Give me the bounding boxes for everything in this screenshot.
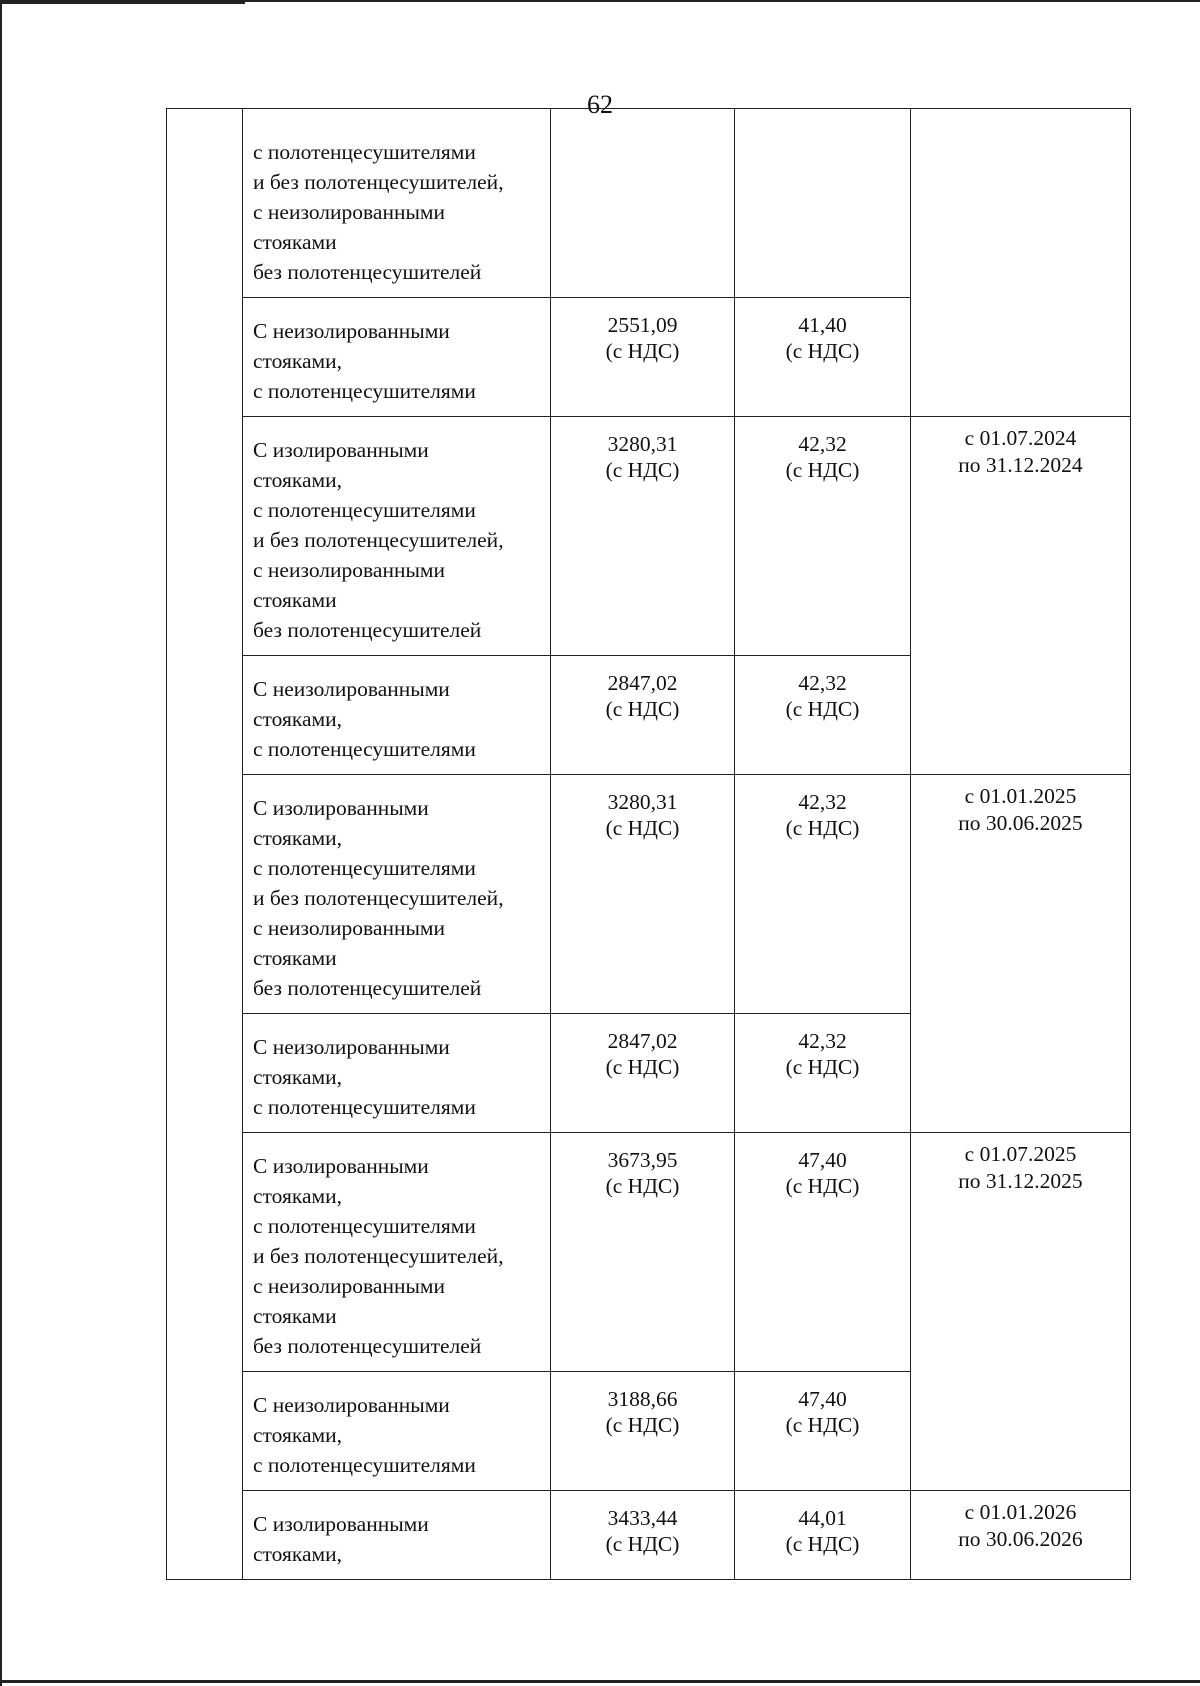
volume-value: 42,32 [798,671,847,695]
price-value: 2847,02 [607,1029,678,1053]
description-line: с неизолированными [253,1274,446,1298]
description-line: без полотенцесушителей [253,260,482,284]
price-cell [551,417,735,656]
table-row [167,1133,1131,1372]
period-cell [911,1491,1131,1580]
description-line: с полотенцесушителями [253,1453,476,1477]
description-cell [243,656,551,775]
table-row [167,1491,1131,1580]
volume-vat-note: (с НДС) [785,1532,860,1556]
volume-cell [735,1372,911,1491]
period-end: по 31.12.2024 [958,453,1083,477]
price-vat-note: (с НДС) [605,1055,680,1079]
description-line: стояками, [253,1423,343,1447]
description-line: С неизолированными [253,319,450,343]
description-cell [243,298,551,417]
volume-vat-note: (с НДС) [785,339,860,363]
price-value: 3188,66 [607,1387,678,1411]
description-line: стояками, [253,1065,343,1089]
period-end: по 30.06.2025 [958,811,1083,835]
description-line: с полотенцесушителями [253,856,476,880]
price-cell [551,109,735,298]
description-line: стояками [253,946,337,970]
description-cell [243,1491,551,1580]
description-line: С изолированными [253,1512,429,1536]
volume-value: 47,40 [798,1148,847,1172]
period-cell [911,109,1131,417]
price-cell [551,1133,735,1372]
period-start: с 01.01.2025 [964,784,1077,808]
description-line: и без полотенцесушителей, [253,886,504,910]
volume-cell [735,656,911,775]
description-line: С неизолированными [253,1393,450,1417]
scan-edge-left [0,0,2,1686]
description-line: С изолированными [253,438,429,462]
description-line: стояками, [253,349,343,373]
scan-edge-top-left [0,0,245,4]
price-cell [551,1491,735,1580]
period-cell [911,775,1131,1133]
description-line: с полотенцесушителями [253,498,476,522]
price-value: 3280,31 [607,432,678,456]
description-line: с полотенцесушителями [253,1095,476,1119]
price-vat-note: (с НДС) [605,1413,680,1437]
volume-cell [735,1491,911,1580]
price-cell [551,656,735,775]
volume-cell [735,417,911,656]
description-line: стояками [253,1304,337,1328]
description-line: стояками, [253,1542,343,1566]
price-vat-note: (с НДС) [605,1532,680,1556]
volume-cell [735,1133,911,1372]
price-cell [551,1372,735,1491]
description-line: и без полотенцесушителей, [253,528,504,552]
row-number-cell [167,109,243,1580]
price-cell [551,775,735,1014]
description-line: с полотенцесушителями [253,379,476,403]
description-line: стояками, [253,826,343,850]
description-line: с неизолированными [253,558,446,582]
period-start: с 01.01.2026 [964,1500,1077,1524]
volume-vat-note: (с НДС) [785,816,860,840]
description-line: стояками, [253,1184,343,1208]
description-line: стояками, [253,468,343,492]
description-line: с полотенцесушителями [253,1214,476,1238]
price-value: 2847,02 [607,671,678,695]
description-cell [243,1014,551,1133]
volume-value: 44,01 [798,1506,847,1530]
period-end: по 31.12.2025 [958,1169,1083,1193]
description-line: с неизолированными [253,916,446,940]
volume-vat-note: (с НДС) [785,1413,860,1437]
tariff-table [166,108,1131,1580]
table-row [167,775,1131,1014]
volume-value: 42,32 [798,432,847,456]
table-row [167,109,1131,298]
description-line: и без полотенцесушителей, [253,1244,504,1268]
description-cell [243,1133,551,1372]
description-cell [243,417,551,656]
volume-value: 47,40 [798,1387,847,1411]
volume-value: 42,32 [798,1029,847,1053]
description-line: С неизолированными [253,677,450,701]
description-line: без полотенцесушителей [253,1334,482,1358]
price-vat-note: (с НДС) [605,339,680,363]
description-line: с полотенцесушителями [253,140,476,164]
price-value: 3433,44 [607,1506,678,1530]
price-vat-note: (с НДС) [605,1174,680,1198]
volume-cell [735,298,911,417]
description-line: С изолированными [253,796,429,820]
volume-vat-note: (с НДС) [785,458,860,482]
description-line: стояками [253,588,337,612]
volume-vat-note: (с НДС) [785,1055,860,1079]
scan-edge-bottom [0,1680,1200,1683]
page-number: 62 [587,90,613,119]
volume-value: 42,32 [798,790,847,814]
period-start: с 01.07.2024 [964,426,1077,450]
period-cell [911,1133,1131,1491]
description-line: и без полотенцесушителей, [253,170,504,194]
description-line: стояками, [253,707,343,731]
description-line: без полотенцесушителей [253,618,482,642]
description-line: стояками [253,230,337,254]
description-cell [243,109,551,298]
description-cell [243,1372,551,1491]
volume-vat-note: (с НДС) [785,697,860,721]
price-cell [551,298,735,417]
price-cell [551,1014,735,1133]
description-line: С неизолированными [253,1035,450,1059]
description-line: с неизолированными [253,200,446,224]
volume-vat-note: (с НДС) [785,1174,860,1198]
volume-cell [735,1014,911,1133]
price-value: 3673,95 [607,1148,678,1172]
price-value: 2551,09 [607,313,678,337]
volume-cell [735,109,911,298]
volume-cell [735,775,911,1014]
period-end: по 30.06.2026 [958,1527,1083,1551]
volume-value: 41,40 [798,313,847,337]
description-line: с полотенцесушителями [253,737,476,761]
price-vat-note: (с НДС) [605,458,680,482]
period-cell [911,417,1131,775]
price-value: 3280,31 [607,790,678,814]
period-start: с 01.07.2025 [964,1142,1077,1166]
description-line: без полотенцесушителей [253,976,482,1000]
description-line: С изолированными [253,1154,429,1178]
price-vat-note: (с НДС) [605,816,680,840]
price-vat-note: (с НДС) [605,697,680,721]
description-cell [243,775,551,1014]
table-row [167,417,1131,656]
